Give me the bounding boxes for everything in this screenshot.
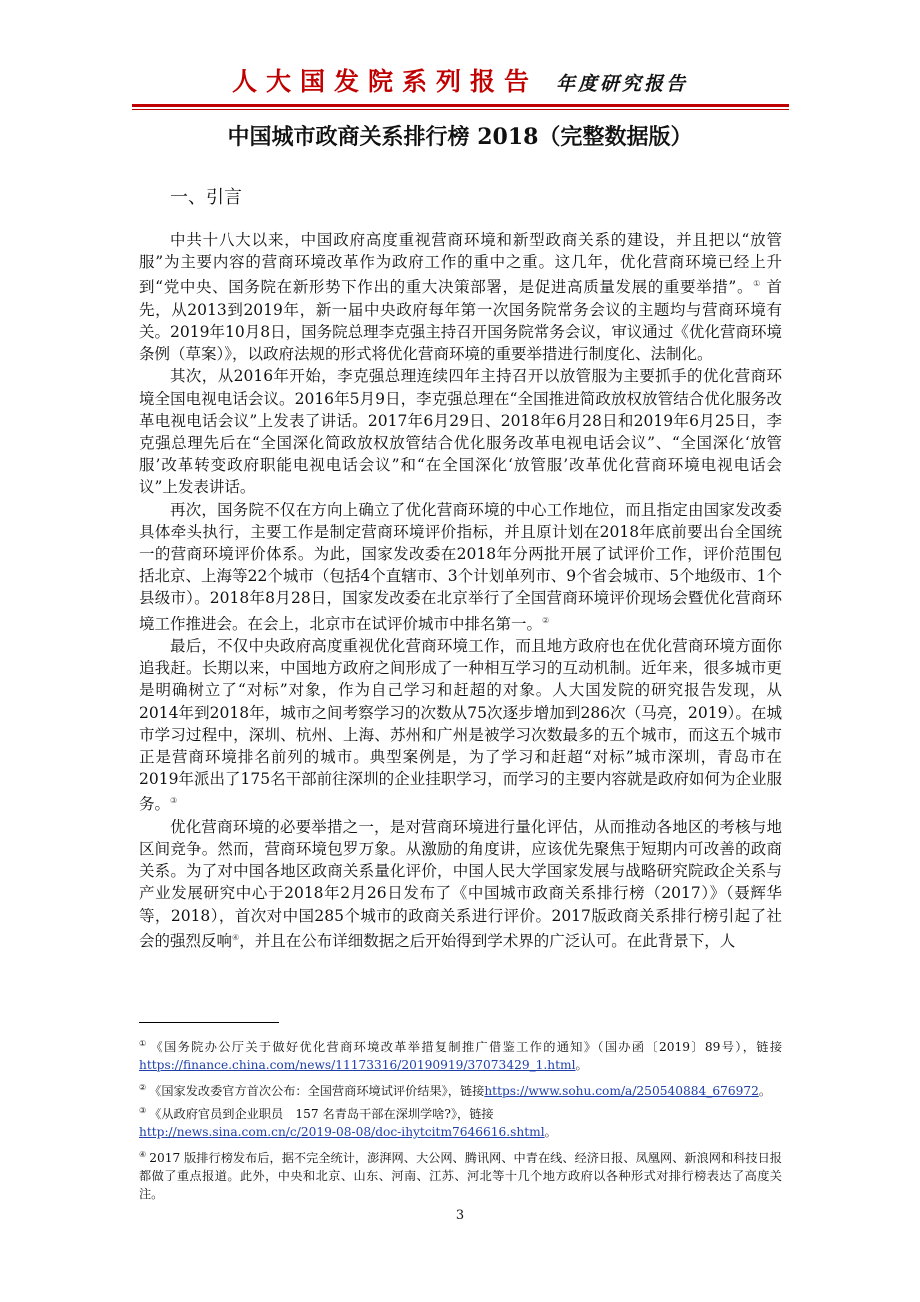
paragraph-4: 最后，不仅中央政府高度重视优化营商环境工作，而且地方政府也在优化营商环境方面你追我赶。长期以来，中国地方政府之间形成了一种相互学习的互动机制。近年来，很多城市更是明确树立了“对标”对象，作为自己学习和赶超的对象。人大国发院的研究报告发现，从2014年到2018年，城市之间考察学习的次数从75次逐步增加到286次（马亮，2019）。在城市学习过程中，深圳、杭州、上海、苏州和广州是被学习次数最多的五个城市，而这五个城市正是营商环境排名前列的城市。典型案例是，为了学习和赶超“对标”城市深圳，青岛市在2019年派出了175名干部前往深圳的企业挂职学习，而学习的主要内容就是政府如何为企业服务。③ [139,636,782,814]
footnote-1-link[interactable]: https://finance.china.com/news/11173316/20190919/37073429_1.html [139,1058,576,1073]
footnote-ref-4[interactable]: ④ [232,932,240,942]
footnote-ref-2[interactable]: ② [542,615,550,625]
header-rule-thin [132,109,789,110]
paragraph-2: 其次，从2016年开始，李克强总理连续四年主持召开以放管服为主要抓手的优化营商环境全国电视电话会议。2016年5月9日，李克强总理在“全国推进简政放权放管结合优化服务改革电视电话会议”上发表了讲话。2017年6月29日、2018年6月28日和2019年6月25日，李克强总理先后在“全国深化简政放权放管结合优化服务改革电视电话会议”、“全国深化‘放管服’改革转变政府职能电视电话会议”和“在全国深化‘放管服’改革优化营商环境电视电话会议”上发表讲话。 [139,367,782,497]
body-text [139,229,782,952]
footnote-ref-3[interactable]: ③ [170,796,178,806]
footnote-1: ① 《国务院办公厅关于做好优化营商环境改革举措复制推广借鉴工作的通知》（国办函〔2019〕89号），链接https://finance.china.com/news/11173316/20190919/37073429_1.html。 [139,1039,783,1073]
report-series-subtitle: 年度研究报告 [556,73,689,95]
paragraph-1: 中共十八大以来，中国政府高度重视营商环境和新型政商关系的建设，并且把以“放管服”为主要内容的营商环境改革作为政府工作的重中之重。这几年，优化营商环境已经上升到“党中央、国务院在新形势下作出的重大决策部署，是促进高质量发展的重要举措”。① 首先，从2013到2019年，新一届中央政府每年第一次国务院常务会议的主题均与营商环境有关。2019年10月8日，国务院总理李克强主持召开国务院常务会议，审议通过《优化营商环境条例（草案）》，以政府法规的形式将优化营商环境的重要举措进行制度化、法制化。 [139,231,782,364]
footnote-4: ④ 2017 版排行榜发布后，据不完全统计，澎湃网、大公网、腾讯网、中青在线、经济日报、凤凰网、新浪网和科技日报都做了重点报道。此外，中央和北京、山东、河南、江苏、河北等十几个地方政府以各种形式对排行榜表达了高度关注。 [139,1150,782,1202]
footnote-3: ③ 《从政府官员到企业职员 157 名青岛干部在深圳学啥?》，链接 http://news.sina.com.cn/c/2019-08-08/doc-ihytcitm7646616.shtml。 [139,1106,557,1140]
page-number: 3 [455,1208,465,1223]
header-rule [132,104,789,107]
footnotes [139,1035,782,1208]
footnote-separator [139,1022,279,1023]
footnote-ref-1[interactable]: ① [753,279,761,289]
paragraph-3: 再次，国务院不仅在方向上确立了优化营商环境的中心工作地位，而且指定由国家发改委具体牵头执行，主要工作是制定营商环境评价指标，并且原计划在2018年底前要出台全国统一的营商环境评价体系。为此，国家发改委在2018年分两批开展了试评价工作，评价范围包括北京、上海等22个城市（包括4个直辖市、3个计划单列市、9个省会城市、5个地级市、1个县级市）。2018年8月28日，国家发改委在北京举行了全国营商环境评价现场会暨优化营商环境工作推进会。在会上，北京市在试评价城市中排名第一。② [139,500,782,633]
document-title: 中国城市政商关系排行榜 2018（完整数据版） [227,124,693,150]
page-header [0,62,920,98]
footnote-3-link[interactable]: http://news.sina.com.cn/c/2019-08-08/doc-ihytcitm7646616.shtml [139,1125,545,1140]
section-heading: 一、引言 [170,187,242,208]
paragraph-5: 优化营商环境的必要举措之一，是对营商环境进行量化评估，从而推动各地区的考核与地区间竞争。然而，营商环境包罗万象。从激励的角度讲，应该优先聚焦于短期内可改善的政商关系。为了对中国各地区政商关系量化评价，中国人民大学国家发展与战略研究院政企关系与产业发展研究中心于2018年2月26日发布了《中国城市政商关系排行榜（2017）》（聂辉华等，2018），首次对中国285个城市的政商关系进行评价。2017版政商关系排行榜引起了社会的强烈反响④，并且在公布详细数据之后开始得到学术界的广泛认可。在此背景下，人 [139,817,782,950]
report-series-title: 人大国发院系列报告 [231,67,538,96]
footnote-2-link[interactable]: https://www.sohu.com/a/250540884_676972 [484,1084,759,1099]
footnote-2: ② 《国家发改委官方首次公布：全国营商环境试评价结果》，链接https://www.sohu.com/a/250540884_676972。 [139,1083,772,1099]
